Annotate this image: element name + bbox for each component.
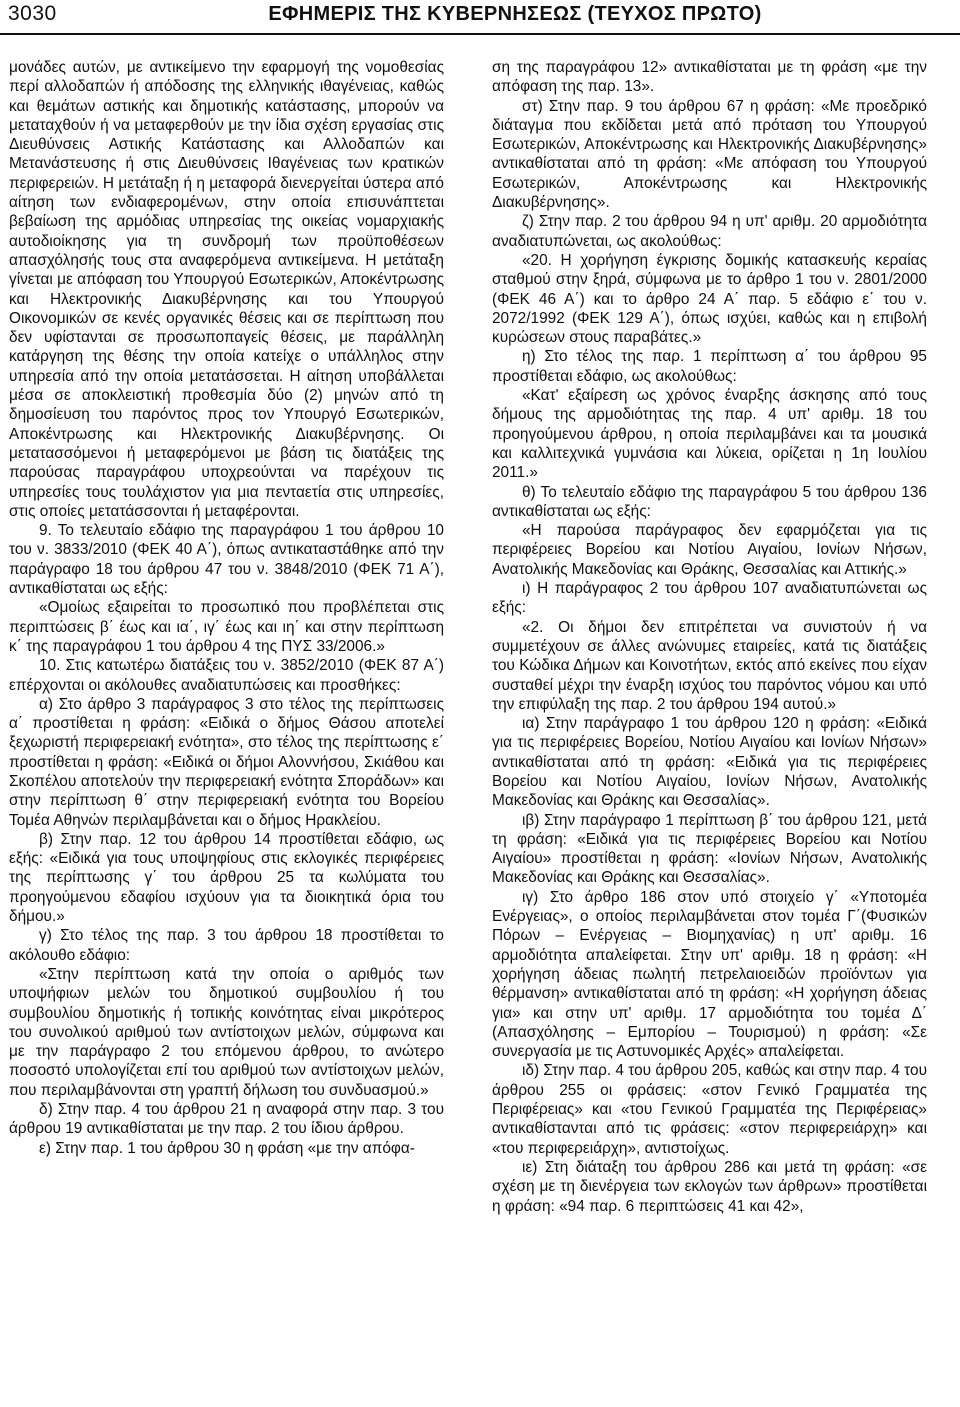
paragraph: «Η παρούσα παράγραφος δεν εφαρμόζεται για τις περιφέρειες Βορείου και Νοτίου Αιγαίου, Ιονίων Νήσων, Ανατολικής Μακεδονίας και Θράκης, Θεσσαλίας και Αττικής.» (492, 522, 927, 578)
paragraph: ιβ) Στην παράγραφο 1 περίπτωση β΄ του άρθρου 121, μετά τη φράση: «Ειδικά για τις περιφέρειες Βορείου και Νοτίου Αιγαίου» προστίθεται η φράση: «Ιονίων Νήσων, Ανατολικής Μακεδονίας και Θράκης και Θεσσαλίας». (492, 811, 927, 887)
paragraph: ιδ) Στην παρ. 4 του άρθρου 205, καθώς και στην παρ. 4 του άρθρου 255 οι φράσεις: «στον Γενικό Γραμματέα της Περιφέρειας» και «του Γενικού Γραμματέα της Περιφέρειας» αντικαθίστανται από τις φράσεις: «στον περιφερειάρχη» και «του περιφερειάρχη», αντιστοίχως. (492, 1062, 927, 1157)
paragraph: ζ) Στην παρ. 2 του άρθρου 94 η υπ' αριθμ. 20 αρμοδιότητα αναδιατυπώνεται, ως ακολούθως: (492, 213, 927, 250)
page-number: 3030 (8, 2, 57, 25)
paragraph: «Στην περίπτωση κατά την οποία ο αριθμός των υποψήφιων μελών του δημοτικού συμβουλίου ή του συμβουλίου δημοτικής ή τοπικής κοινότητας είναι μικρότερος του συνολικού αριθμού των αντίστοιχων μελών, σύμφωνα και με την παράγραφο 2 του επόμενου άρθρου, το ανώτερο ποσοστό υπολογίζεται επί του αριθμού των αντίστοιχων μελών, που περιλαμβάνονται στη γραπτή δήλωση του συνδυασμού.» (9, 965, 444, 1099)
paragraph: ια) Στην παράγραφο 1 του άρθρου 120 η φράση: «Ειδικά για τις περιφέρειες Βορείου, Νοτίου Αιγαίου και Ιονίων Νήσων» αντικαθίσταται από τη φράση: «Ειδικά για τις περιφέρειες Βορείου και Νοτίου Αιγαίου, Ιονίων Νήσων, Ανατολικής Μακεδονίας και Θράκης και Θεσσαλίας». (492, 715, 927, 810)
paragraph: β) Στην παρ. 12 του άρθρου 14 προστίθεται εδάφιο, ως εξής: «Ειδικά για τους υποψηφίους στις εκλογικές περιφέρειες της περίπτωσης γ΄ του άρθρου 25 τα κωλύματα του προηγούμενου εδαφίου ισχύουν για τα διοικητικά όρια του δήμου.» (9, 830, 444, 926)
paragraph: ι) Η παράγραφος 2 του άρθρου 107 αναδιατυπώνεται ως εξής: (492, 580, 927, 617)
paragraph: «2. Οι δήμοι δεν επιτρέπεται να συνιστούν ή να συμμετέχουν σε άλλες ανώνυμες εταιρείες, κατά τις διατάξεις του Κώδικα Δήμων και Κοινοτήτων, εκτός από εκείνες που είχαν συσταθεί μέχρι την έναρξη ισχύος του παρόντος νόμου και υπό την επιφύλαξη της παρ. 2 του άρθρου 194 αυτού.» (492, 618, 927, 713)
paragraph: ση της παραγράφου 12» αντικαθίσταται με τη φράση «με την απόφαση της παρ. 13». (492, 59, 927, 96)
paragraph: δ) Στην παρ. 4 του άρθρου 21 η αναφορά στην παρ. 3 του άρθρου 19 αντικαθίσταται με την παρ. 2 του ίδιου άρθρου. (9, 1101, 444, 1138)
page-header (0, 0, 960, 30)
paragraph: «20. Η χορήγηση έγκρισης δομικής κατασκευής κεραίας σταθμού στην ξηρά, σύμφωνα με το άρθρο 1 του ν. 2801/2000 (ΦΕΚ 46 Α΄) και το άρθρο 24 Α΄ παρ. 5 εδάφιο ε΄ του ν. 2072/1992 (ΦΕΚ 129 Α΄), όπως ισχύει, καθώς και η επιβολή κυρώσεων στους παραβάτες.» (492, 251, 927, 347)
paragraph: ιε) Στη διάταξη του άρθρου 286 και μετά τη φράση: «σε σχέση με τη διενέργεια των εκλογών των άρθρων» προστίθεται η φράση: «94 παρ. 6 περιπτώσεις 41 και 42», (492, 1158, 927, 1215)
paragraph: ε) Στην παρ. 1 του άρθρου 30 η φράση «με την απόφα- (39, 1139, 415, 1157)
paragraph: 9. Το τελευταίο εδάφιο της παραγράφου 1 του άρθρου 10 του ν. 3833/2010 (ΦΕΚ 40 Α΄), όπως αντικαταστάθηκε από την παράγραφο 18 του άρθρου 47 του ν. 3848/2010 (ΦΕΚ 71 Α΄), αντικαθίσταται ως εξής: (9, 522, 444, 598)
paragraph: α) Στο άρθρο 3 παράγραφος 3 στο τέλος της περίπτωσεις α΄ προστίθεται η φράση: «Ειδικά ο δήμος Θάσου αποτελεί ξεχωριστή περιφερειακή ενότητα», στο τέλος της περίπτωσης ε΄ προστίθεται η φράση: «Ειδικά οι δήμοι Αλοννήσου, Σκιάθου και Σκοπέλου αποτελούν την περιφερειακή ενότητα Σποράδων» και στην περίπτωση θ΄ στην περιφερειακή ενότητα του Βορείου Τομέα Αθηνών περιλαμβάνεται και ο δήμος Ηρακλείου. (9, 695, 444, 829)
paragraph: μονάδες αυτών, με αντικείμενο την εφαρμογή της νομοθεσίας περί αλλοδαπών ή απόδοσης της ελληνικής ιθαγένειας, καθώς και θεμάτων αστικής και δημοτικής κατάστασης, μπορούν να μεταταχθούν ή να μεταφερθούν με την ίδια σχέση εργασίας στις Διευθύνσεις Αστικής Κατάστασης και Αλλοδαπών και Μετανάστευσης ή στις Διευθύνσεις Ιθαγένειας των κρατικών περιφερειών. Η μετάταξη ή η μεταφορά διενεργείται ύστερα από αίτηση των ενδιαφερομένων, στην οποία επισυνάπτεται βεβαίωση της αρμόδιας υπηρεσίας της οικείας νομαρχιακής αυτοδιοίκησης για τη συνδρομή των προϋποθέσεων απασχόλησής τους στα αναφερόμενα αντικείμενα. Η μετάταξη γίνεται με απόφαση του Υπουργού Εσωτερικών, Αποκέντρωσης και Ηλεκτρονικής Διακυβέρνησης και του Υπουργού Οικονομικών σε κενές οργανικές θέσεις και σε περίπτωση που δεν υφίστανται σε προσωποπαγείς θέσεις, με παράλληλη κατάργηση της θέσης την οποία κατείχε ο υπάλληλος στην υπηρεσία από την οποία μετατάσσεται. Η αίτηση υποβάλλεται μέσα σε αποκλειστική προθεσμία δύο (2) μηνών από τη δημοσίευση του παρόντος προς τον Υπουργό Εσωτερικών, Αποκέντρωσης και Ηλεκτρονικής Διακυβέρνησης. Οι μετατασσόμενοι ή μεταφερόμενοι με βάση τις διατάξεις της παρούσας παραγράφου υποχρεούνται να παρέχουν τις υπηρεσίες τους τουλάχιστον για μια πενταετία στις υπηρεσίες, στις οποίες μετατάσσονται ή μεταφέρονται. (9, 59, 444, 520)
paragraph: ιγ) Στο άρθρο 186 στον υπό στοιχείο γ΄ «Υποτομέα Ενέργειας», ο οποίος περιλαμβάνεται στον τομέα Γ΄(Φυσικών Πόρων – Ενέργειας – Βιομηχανίας) η υπ' αριθμ. 16 αρμοδιότητα απαλείφεται. Στην υπ' αριθμ. 18 η φράση: «Η χορήγηση άδειας πωλητή πετρελαιοειδών προϊόντων για θέρμανση» αντικαθίσταται από τη φράση: «Η χορήγηση άδειας για» και στην υπ' αριθμ. 17 αρμοδιότητα του τομέα Δ΄ (Απασχόλησης – Εμπορίου – Τουρισμού) η φράση: «Σε συνεργασία με τις Αστυνομικές Αρχές» απαλείφεται. (492, 888, 927, 1061)
gazette-title: ΕΦΗΜΕΡΙΣ ΤΗΣ ΚΥΒΕΡΝΗΣΕΩΣ (ΤΕΥΧΟΣ ΠΡΩΤΟ) (268, 3, 762, 25)
paragraph: 10. Στις κατωτέρω διατάξεις του ν. 3852/2010 (ΦΕΚ 87 Α΄) επέρχονται οι ακόλουθες αναδιατυπώσεις και προσθήκες: (9, 657, 444, 694)
right-column (492, 58, 927, 1403)
paragraph: «Ομοίως εξαιρείται το προσωπικό που προβλέπεται στις περιπτώσεις β΄ έως και ια΄, ιγ΄ έως και ιη΄ και στην περίπτωση κ΄ της παραγράφου 1 του άρθρου 4 της ΠΥΣ 33/2006.» (9, 599, 444, 655)
paragraph: η) Στο τέλος της παρ. 1 περίπτωση α΄ του άρθρου 95 προστίθεται εδάφιο, ως ακολούθως: (492, 348, 927, 385)
left-column (9, 58, 444, 1403)
header-divider (0, 33, 960, 35)
paragraph: θ) Το τελευταίο εδάφιο της παραγράφου 5 του άρθρου 136 αντικαθίσταται ως εξής: (492, 483, 927, 520)
paragraph: γ) Στο τέλος της παρ. 3 του άρθρου 18 προστίθεται το ακόλουθο εδάφιο: (9, 927, 444, 964)
paragraph: «Κατ' εξαίρεση ως χρόνος έναρξης άσκησης από τους δήμους της αρμοδιότητας της παρ. 4 υπ' αριθμ. 18 του προηγούμενου άρθρου, η οποία περιλαμβάνει και τα μουσικά και καλλιτεχνικά γυμνάσια και λύκεια, ορίζεται η 1η Ιουλίου 2011.» (492, 387, 927, 482)
paragraph: στ) Στην παρ. 9 του άρθρου 67 η φράση: «Με προεδρικό διάταγμα που εκδίδεται μετά από πρόταση του Υπουργού Εσωτερικών, Αποκέντρωσης και Ηλεκτρονικής Διακυβέρνησης» αντικαθίσταται από τη φράση: «Με απόφαση του Υπουργού Εσωτερικών, Αποκέντρωσης και Ηλεκτρονικής Διακυβέρνησης». (492, 97, 927, 212)
